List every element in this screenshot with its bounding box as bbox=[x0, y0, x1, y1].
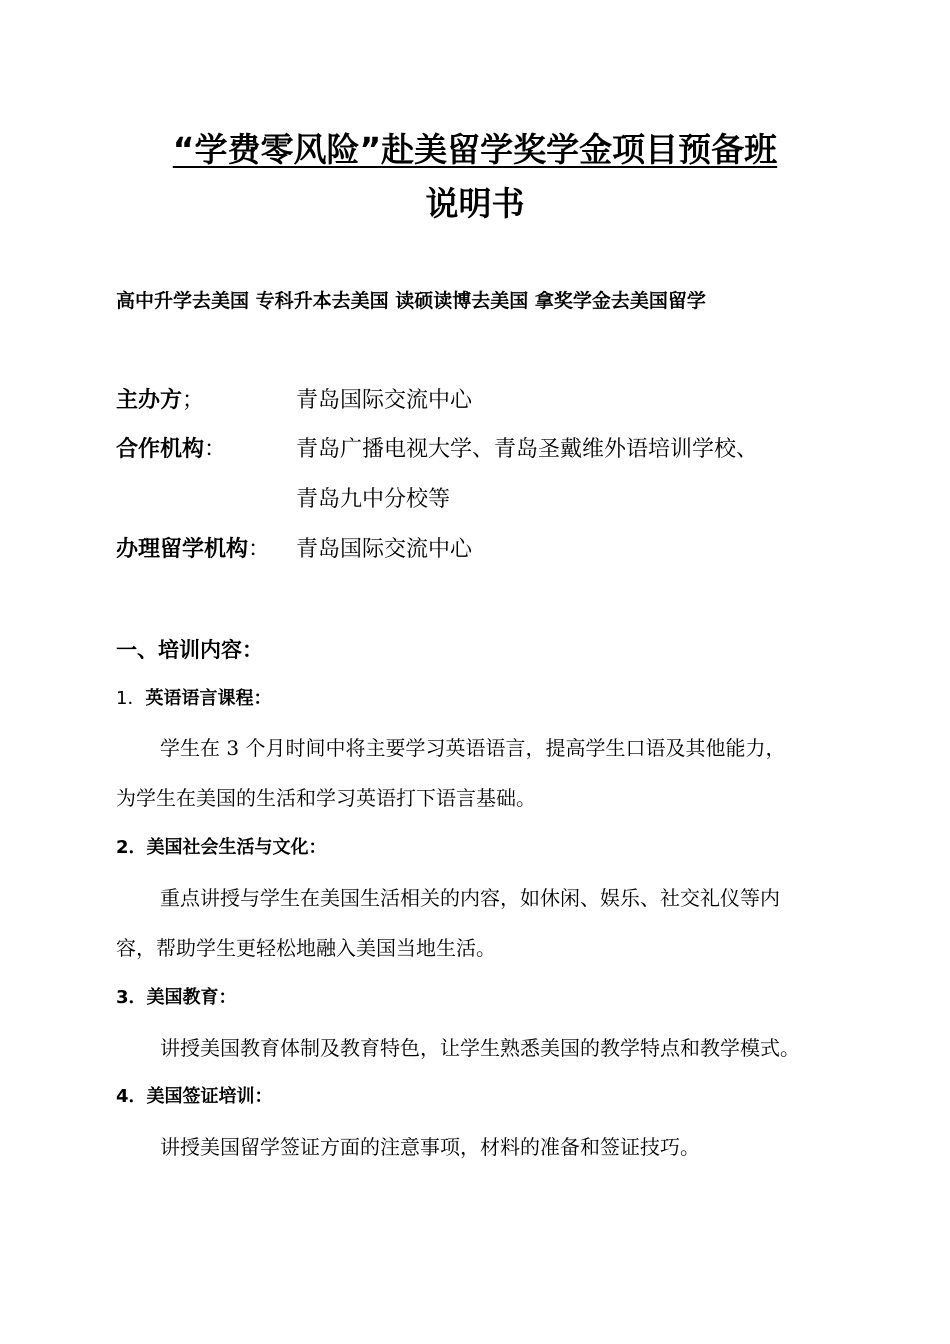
agency-label: 办理留学机构： bbox=[116, 537, 271, 562]
partner-label: 合作机构： bbox=[116, 437, 227, 462]
paragraph-education-line1: 讲授美国教育体制及教育特色，让学生熟悉美国的教学特点和教学模式。 bbox=[160, 1036, 800, 1060]
partner-value-line2: 青岛九中分校等 bbox=[296, 487, 451, 512]
section-heading-training: 一、培训内容： bbox=[116, 638, 263, 662]
document-title-text: “学费零风险”赴美留学奖学金项目预备班 bbox=[172, 130, 778, 169]
paragraph-visa-line1: 讲授美国留学签证方面的注意事项，材料的准备和签证技巧。 bbox=[160, 1135, 700, 1159]
paragraph-culture-line1: 重点讲授与学生在美国生活相关的内容，如休闲、娱乐、社交礼仪等内 bbox=[160, 886, 780, 910]
host-label: 主办方； bbox=[116, 388, 205, 413]
subheading-education: 3．美国教育： bbox=[116, 987, 237, 1008]
host-value: 青岛国际交流中心 bbox=[296, 388, 473, 413]
subheading-english-course: 1．英语语言课程： bbox=[116, 688, 272, 709]
subheading-visa: 4．美国签证培训： bbox=[116, 1086, 273, 1107]
paragraph-english-line2: 为学生在美国的生活和学习英语打下语言基础。 bbox=[116, 786, 536, 810]
document-title bbox=[0, 130, 950, 170]
document-subtitle: 说明书 bbox=[425, 184, 525, 223]
paragraph-culture-line2: 容，帮助学生更轻松地融入美国当地生活。 bbox=[116, 936, 496, 960]
partner-value-line1: 青岛广播电视大学、青岛圣戴维外语培训学校、 bbox=[296, 437, 759, 462]
paragraph-english-line1: 学生在 3 个月时间中将主要学习英语语言，提高学生口语及其他能力， bbox=[160, 736, 786, 760]
agency-value: 青岛国际交流中心 bbox=[296, 537, 473, 562]
subheading-culture: 2．美国社会生活与文化： bbox=[116, 837, 327, 858]
tagline: 高中升学去美国 专科升本去美国 读硕读博去美国 拿奖学金去美国留学 bbox=[116, 290, 706, 312]
